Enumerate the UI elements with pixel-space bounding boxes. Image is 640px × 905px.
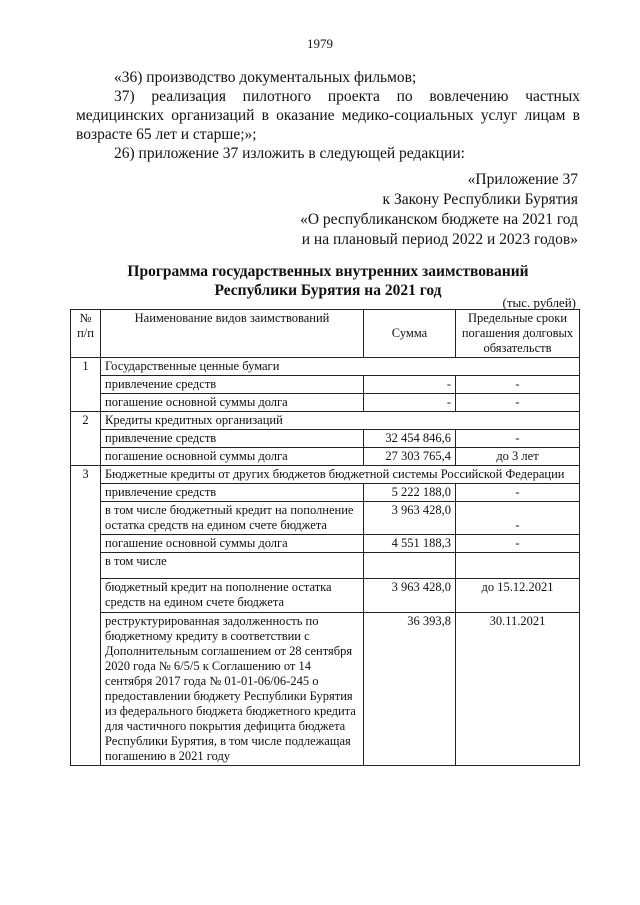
row-term: - bbox=[456, 484, 580, 502]
table-row bbox=[71, 394, 580, 412]
row-sum: 4 551 188,3 bbox=[364, 535, 456, 553]
table-row bbox=[71, 430, 580, 448]
row-name: Государственные ценные бумаги bbox=[101, 358, 580, 376]
paragraph-26: 26) приложение 37 изложить в следующей редакции: bbox=[114, 145, 465, 162]
table-header-row bbox=[71, 310, 580, 358]
row-num: 3 bbox=[71, 466, 101, 766]
row-term: 30.11.2021 bbox=[456, 613, 580, 766]
row-sum: - bbox=[364, 394, 456, 412]
appendix-line-1: «Приложение 37 bbox=[467, 171, 578, 188]
row-sum: 36 393,8 bbox=[364, 613, 456, 766]
row-name: Кредиты кредитных организаций bbox=[101, 412, 580, 430]
row-name: погашение основной суммы долга bbox=[101, 448, 364, 466]
row-name: погашение основной суммы долга bbox=[101, 394, 364, 412]
row-sum: 3 963 428,0 bbox=[364, 579, 456, 613]
table-row bbox=[71, 579, 580, 613]
header-name: Наименование видов заимствований bbox=[101, 310, 364, 358]
table-row bbox=[71, 553, 580, 579]
paragraph-36: «36) производство документальных фильмов; bbox=[114, 69, 417, 86]
appendix-line-4: и на плановый период 2022 и 2023 годов» bbox=[301, 231, 578, 248]
header-num: № п/п bbox=[71, 310, 101, 358]
row-term bbox=[456, 553, 580, 579]
table-row bbox=[71, 613, 580, 766]
row-sum: 5 222 188,0 bbox=[364, 484, 456, 502]
row-term: до 15.12.2021 bbox=[456, 579, 580, 613]
row-sum bbox=[364, 553, 456, 579]
page-number: 1979 bbox=[307, 36, 333, 51]
row-num: 2 bbox=[71, 412, 101, 466]
table-row bbox=[71, 448, 580, 466]
units-label: (тыс. рублей) bbox=[502, 295, 576, 310]
appendix-line-3: «О республиканском бюджете на 2021 год bbox=[300, 211, 578, 228]
header-term: Предельные сроки погашения долговых обязательств bbox=[456, 310, 580, 358]
paragraph-37-line1: 37) реализация пилотного проекта по вовлечению частных bbox=[114, 88, 580, 105]
paragraph-37-line2: медицинских организаций в оказание медико-социальных услуг лицам в bbox=[76, 107, 580, 124]
row-name: реструктурированная задолженность по бюджетному кредиту в соответствии с Дополнительным соглашением от 28 сентября 2020 года № 6/5/5 к Соглашению от 14 сентября 2017 года № 01-01-06/06-245 о предоставлении бюджету Республики Бурятия из федерального бюджета бюджетного кредита для частичного покрытия дефицита бюджета Республики Бурятия, в том числе подлежащая погашению в 2021 году bbox=[101, 613, 364, 766]
row-name: привлечение средств bbox=[101, 430, 364, 448]
table-row bbox=[71, 376, 580, 394]
row-sum: 27 303 765,4 bbox=[364, 448, 456, 466]
row-sum: 3 963 428,0 bbox=[364, 502, 456, 535]
borrowing-table bbox=[70, 309, 580, 766]
row-sum: 32 454 846,6 bbox=[364, 430, 456, 448]
table-row bbox=[71, 484, 580, 502]
row-name: привлечение средств bbox=[101, 376, 364, 394]
appendix-heading bbox=[300, 170, 578, 250]
row-name: бюджетный кредит на пополнение остатка средств на едином счете бюджета bbox=[101, 579, 364, 613]
row-name: Бюджетные кредиты от других бюджетов бюджетной системы Российской Федерации bbox=[101, 466, 580, 484]
row-num: 1 bbox=[71, 358, 101, 412]
title-line-2: Республики Бурятия на 2021 год bbox=[214, 282, 442, 299]
row-term: - bbox=[456, 535, 580, 553]
paragraph-37-line3: возрасте 65 лет и старше;»; bbox=[76, 126, 257, 143]
row-term: - bbox=[456, 430, 580, 448]
row-sum: - bbox=[364, 376, 456, 394]
table-row bbox=[71, 502, 580, 535]
row-term: - bbox=[456, 502, 580, 535]
row-term: - bbox=[456, 376, 580, 394]
row-name: погашение основной суммы долга bbox=[101, 535, 364, 553]
table-row bbox=[71, 412, 580, 430]
table-row bbox=[71, 358, 580, 376]
table-row bbox=[71, 535, 580, 553]
title-line-1: Программа государственных внутренних заимствований bbox=[127, 263, 529, 280]
appendix-line-2: к Закону Республики Бурятия bbox=[382, 191, 578, 208]
row-name: привлечение средств bbox=[101, 484, 364, 502]
row-name: в том числе бюджетный кредит на пополнение остатка средств на едином счете бюджета bbox=[101, 502, 364, 535]
table-row bbox=[71, 466, 580, 484]
row-name: в том числе bbox=[101, 553, 364, 579]
header-sum: Сумма bbox=[364, 310, 456, 358]
row-term: - bbox=[456, 394, 580, 412]
row-term: до 3 лет bbox=[456, 448, 580, 466]
